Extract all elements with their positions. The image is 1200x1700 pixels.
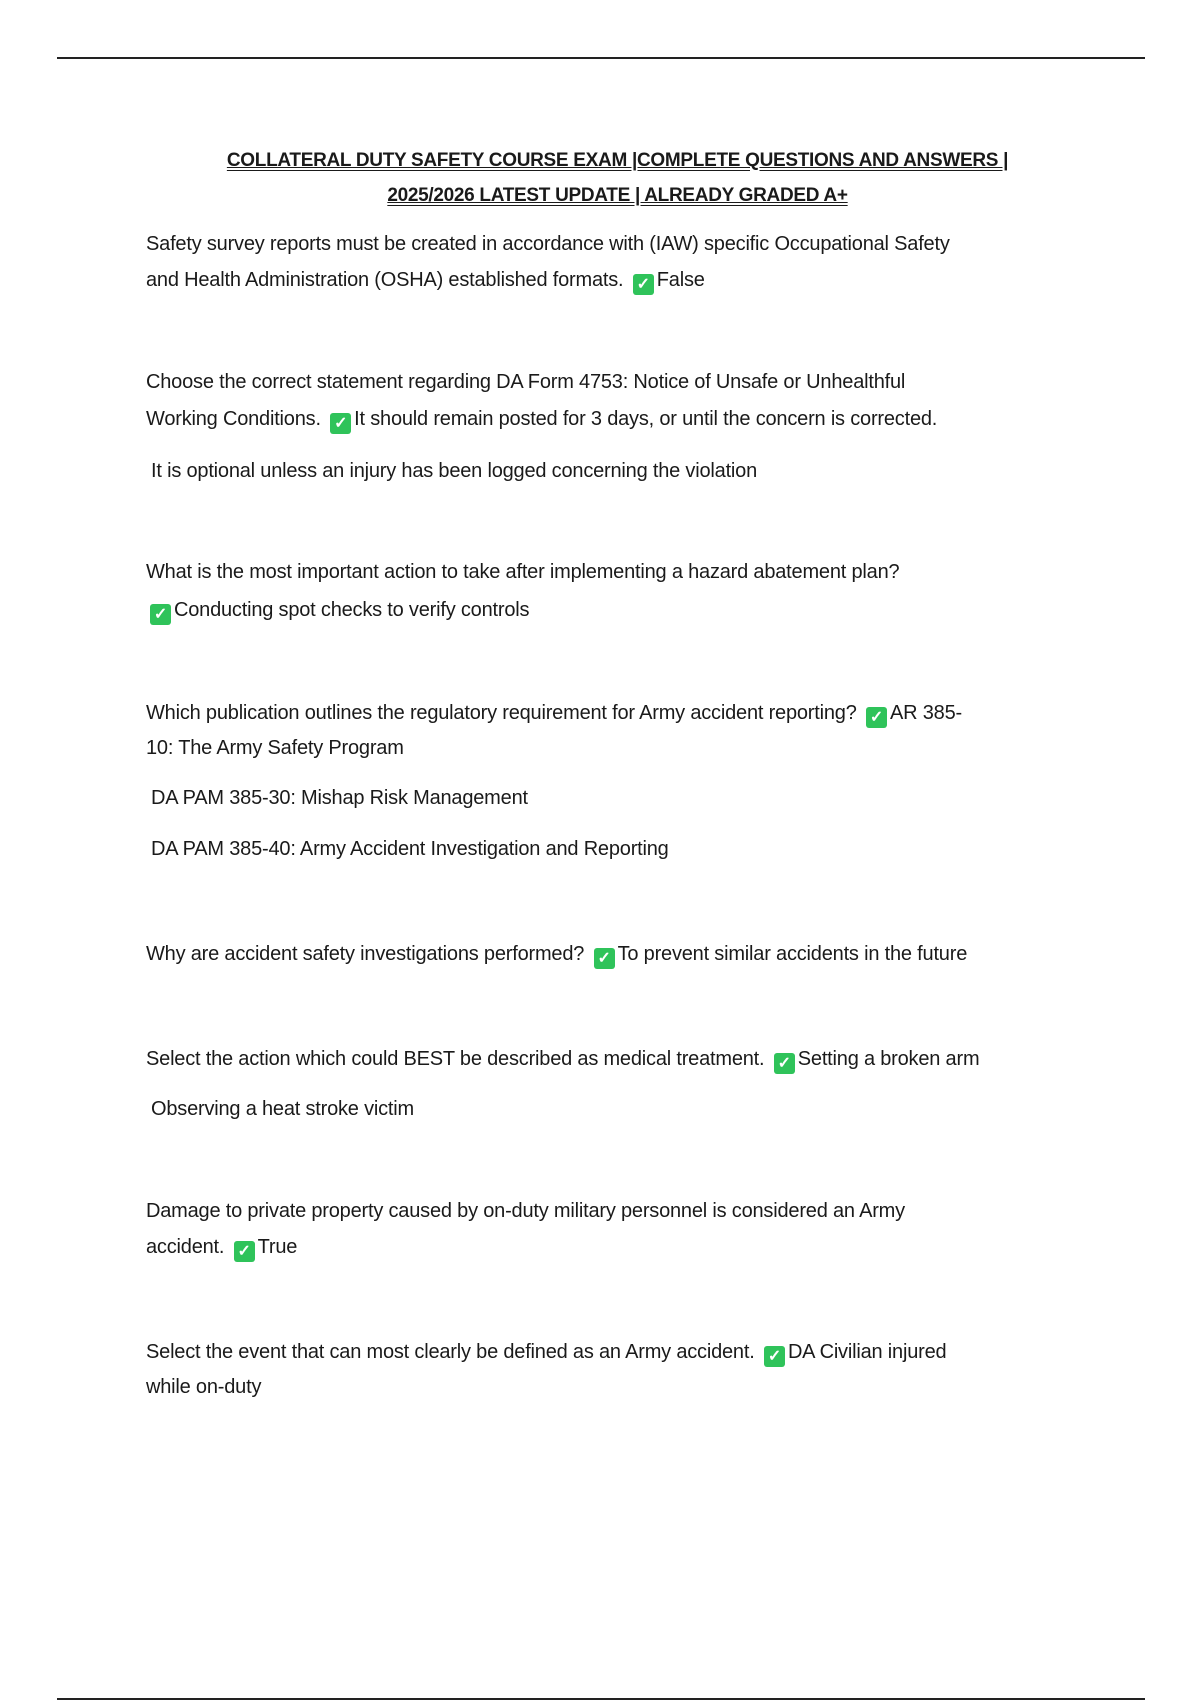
check-icon: ✓ xyxy=(633,274,654,295)
q2-text: Choose the correct statement regarding DA Form 4753: Notice of Unsafe or Unhealthful xyxy=(146,371,906,393)
check-icon: ✓ xyxy=(764,1346,785,1367)
q7-text: Damage to private property caused by on-duty military personnel is considered an Army xyxy=(146,1200,905,1222)
q2-answer: It should remain posted for 3 days, or until the concern is corrected. xyxy=(354,408,938,430)
q6-answer: Setting a broken arm xyxy=(797,1048,980,1070)
q1-text: Safety survey reports must be created in accordance with (IAW) specific Occupational Safety xyxy=(146,233,950,255)
q4-answer: AR 385- xyxy=(890,702,962,724)
q4-option-2: DA PAM 385-40: Army Accident Investigation and Reporting xyxy=(151,838,669,860)
q4-option-1: DA PAM 385-30: Mishap Risk Management xyxy=(151,787,528,809)
check-icon: ✓ xyxy=(774,1053,795,1074)
q1-text-2: and Health Administration (OSHA) established formats. ✓ False xyxy=(146,269,705,293)
check-icon: ✓ xyxy=(234,1241,255,1262)
q2-text-2: Working Conditions. ✓ It should remain posted for 3 days, or until the concern is corrected. xyxy=(146,408,938,432)
q4-answer-2: 10: The Army Safety Program xyxy=(146,737,404,759)
check-icon: ✓ xyxy=(330,413,351,434)
q6-text: Select the action which could BEST be described as medical treatment. ✓ Setting a broken arm xyxy=(146,1048,980,1072)
doc-title-line2: 2025/2026 LATEST UPDATE | ALREADY GRADED A+ xyxy=(387,185,848,206)
q1-answer: False xyxy=(656,269,705,291)
q8-answer: DA Civilian injured xyxy=(787,1341,947,1363)
q3-answer-line xyxy=(146,599,529,625)
q6-option: Observing a heat stroke victim xyxy=(151,1098,414,1120)
top-rule xyxy=(57,57,1145,59)
q2-option: It is optional unless an injury has been logged concerning the violation xyxy=(151,460,758,482)
q5-text: Why are accident safety investigations performed? ✓ To prevent similar accidents in the future xyxy=(146,943,968,967)
doc-title-line1: COLLATERAL DUTY SAFETY COURSE EXAM |COMPLETE QUESTIONS AND ANSWERS | xyxy=(226,150,1009,171)
q3-text: What is the most important action to take after implementing a hazard abatement plan? xyxy=(146,561,900,583)
check-icon: ✓ xyxy=(594,948,615,969)
q7-text-2: accident. ✓ True xyxy=(146,1236,298,1260)
q7-answer: True xyxy=(257,1236,298,1258)
q3-answer: Conducting spot checks to verify controls xyxy=(174,599,530,621)
q5-answer: To prevent similar accidents in the future xyxy=(617,943,968,965)
q4-text: Which publication outlines the regulatory requirement for Army accident reporting? ✓ AR 385- xyxy=(146,702,962,726)
check-icon: ✓ xyxy=(150,604,171,625)
q8-text: Select the event that can most clearly be defined as an Army accident. ✓ DA Civilian injured xyxy=(146,1341,947,1365)
q8-answer-2: while on-duty xyxy=(146,1376,262,1398)
check-icon: ✓ xyxy=(866,707,887,728)
